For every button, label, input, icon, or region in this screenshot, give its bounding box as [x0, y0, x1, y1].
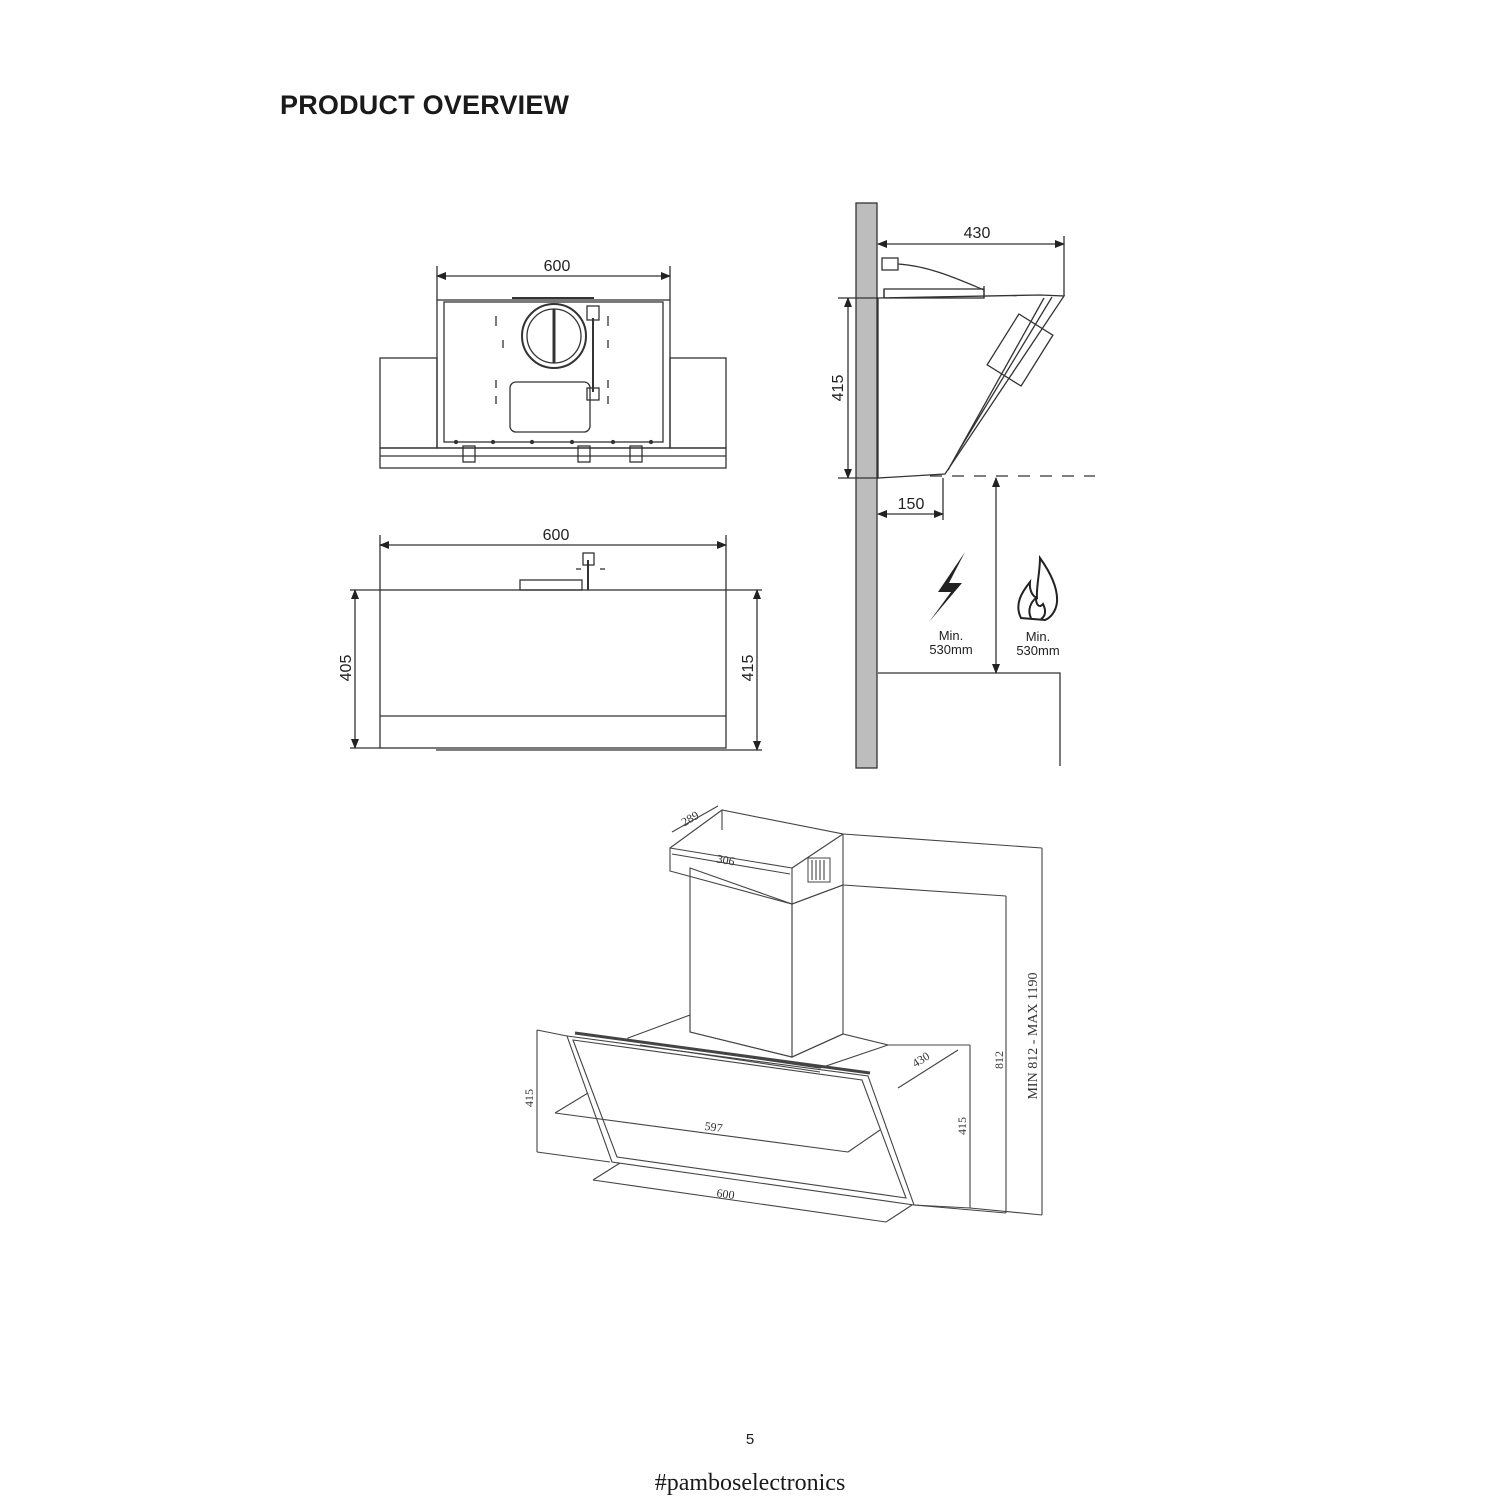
front-view-drawing — [350, 535, 762, 750]
page-number: 5 — [745, 1431, 755, 1448]
iso-chimney-width-label: 306 — [715, 851, 736, 869]
iso-chimney-depth-label: 289 — [678, 807, 702, 830]
footer-hashtag: #pamboselectronics — [654, 1470, 846, 1496]
lightning-bolt-icon — [929, 552, 965, 622]
electric-min-value: 530mm — [929, 642, 973, 657]
iso-left-height-label: 415 — [522, 1089, 536, 1107]
iso-range-label: MIN 812 - MAX 1190 — [1026, 972, 1041, 1100]
iso-body-width-label: 600 — [715, 1185, 736, 1203]
side-view-depth-label: 430 — [963, 225, 991, 242]
top-view-width-label: 600 — [543, 258, 571, 275]
electric-min-label: Min. — [938, 628, 964, 643]
gas-min-label: Min. — [1025, 629, 1051, 644]
side-view-drawing — [838, 203, 1095, 768]
front-view-height-left-label: 405 — [338, 654, 355, 682]
flame-icon — [1018, 558, 1057, 620]
page-title: PRODUCT OVERVIEW — [280, 90, 570, 120]
isometric-view-drawing — [537, 806, 1042, 1222]
iso-right-height-label: 415 — [955, 1117, 969, 1135]
side-view-offset-label: 150 — [897, 496, 925, 513]
iso-glass-width-label: 597 — [703, 1118, 724, 1136]
top-view-drawing — [380, 266, 726, 468]
gas-min-value: 530mm — [1016, 643, 1060, 658]
iso-depth-label: 430 — [909, 1048, 933, 1071]
front-view-width-label: 600 — [542, 527, 570, 544]
front-view-height-right-label: 415 — [740, 654, 757, 682]
side-view-height-label: 415 — [830, 374, 847, 402]
iso-total-height-label: 812 — [992, 1051, 1006, 1069]
